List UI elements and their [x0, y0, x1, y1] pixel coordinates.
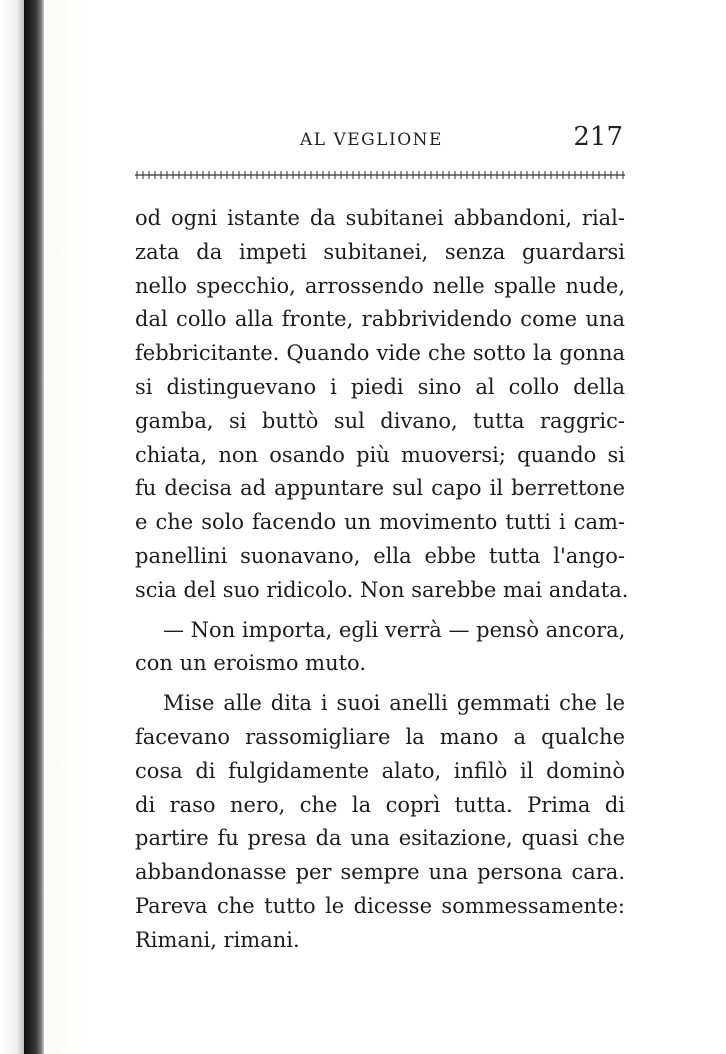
text-line: scia del suo ridicolo. Non sarebbe mai andata. — [135, 577, 629, 602]
text-line: di raso nero, che la coprì tutta. Prima di — [135, 792, 625, 817]
text-line: Mise alle dita i suoi anelli gemmati che le — [163, 691, 625, 716]
text-line: od ogni istante da subitanei abbandoni, rial- — [135, 206, 625, 230]
text-line: cosa di fulgidamente alato, infilò il dominò — [135, 758, 625, 783]
ornamental-rule — [135, 170, 625, 180]
text-line: Rimani, rimani. — [135, 927, 300, 952]
running-title: AL VEGLIONE — [300, 130, 443, 150]
text-line: abbandonasse per sempre una persona cara. — [135, 860, 625, 885]
text-line: e che solo facendo un movimento tutti i cam- — [135, 510, 625, 535]
text-line: — Non importa, egli verrà — pensò ancora, — [163, 617, 626, 642]
page-number: 217 — [573, 122, 623, 152]
text-line: Pareva che tutto le dicesse sommessamente: — [135, 893, 625, 918]
text-line: gamba, si buttò sul divano, tutta raggric- — [135, 408, 625, 433]
text-line: partire fu presa da una esitazione, quasi che — [135, 826, 625, 851]
text-line: panellini suonavano, ella ebbe tutta l'ango- — [135, 543, 625, 568]
text-line: nello specchio, arrossendo nelle spalle nude, — [135, 273, 625, 298]
running-head — [135, 118, 625, 158]
text-line: chiata, non osando più muoversi; quando si — [135, 442, 625, 467]
text-line: con un eroismo muto. — [135, 651, 366, 676]
text-line: febbricitante. Quando vide che sotto la gonna — [135, 341, 625, 366]
text-line: facevano rassomigliare la mano a qualche — [135, 724, 625, 749]
book-spine — [24, 0, 44, 1054]
page-edge — [0, 0, 24, 1054]
text-line: dal collo alla fronte, rabbrividendo come una — [135, 307, 625, 332]
text-line: si distinguevano i piedi sino al collo della — [135, 374, 625, 399]
text-line: zata da impeti subitanei, senza guardarsi — [135, 239, 625, 264]
text-line: fu decisa ad appuntare sul capo il berrettone — [135, 476, 625, 501]
body-text — [135, 202, 629, 958]
